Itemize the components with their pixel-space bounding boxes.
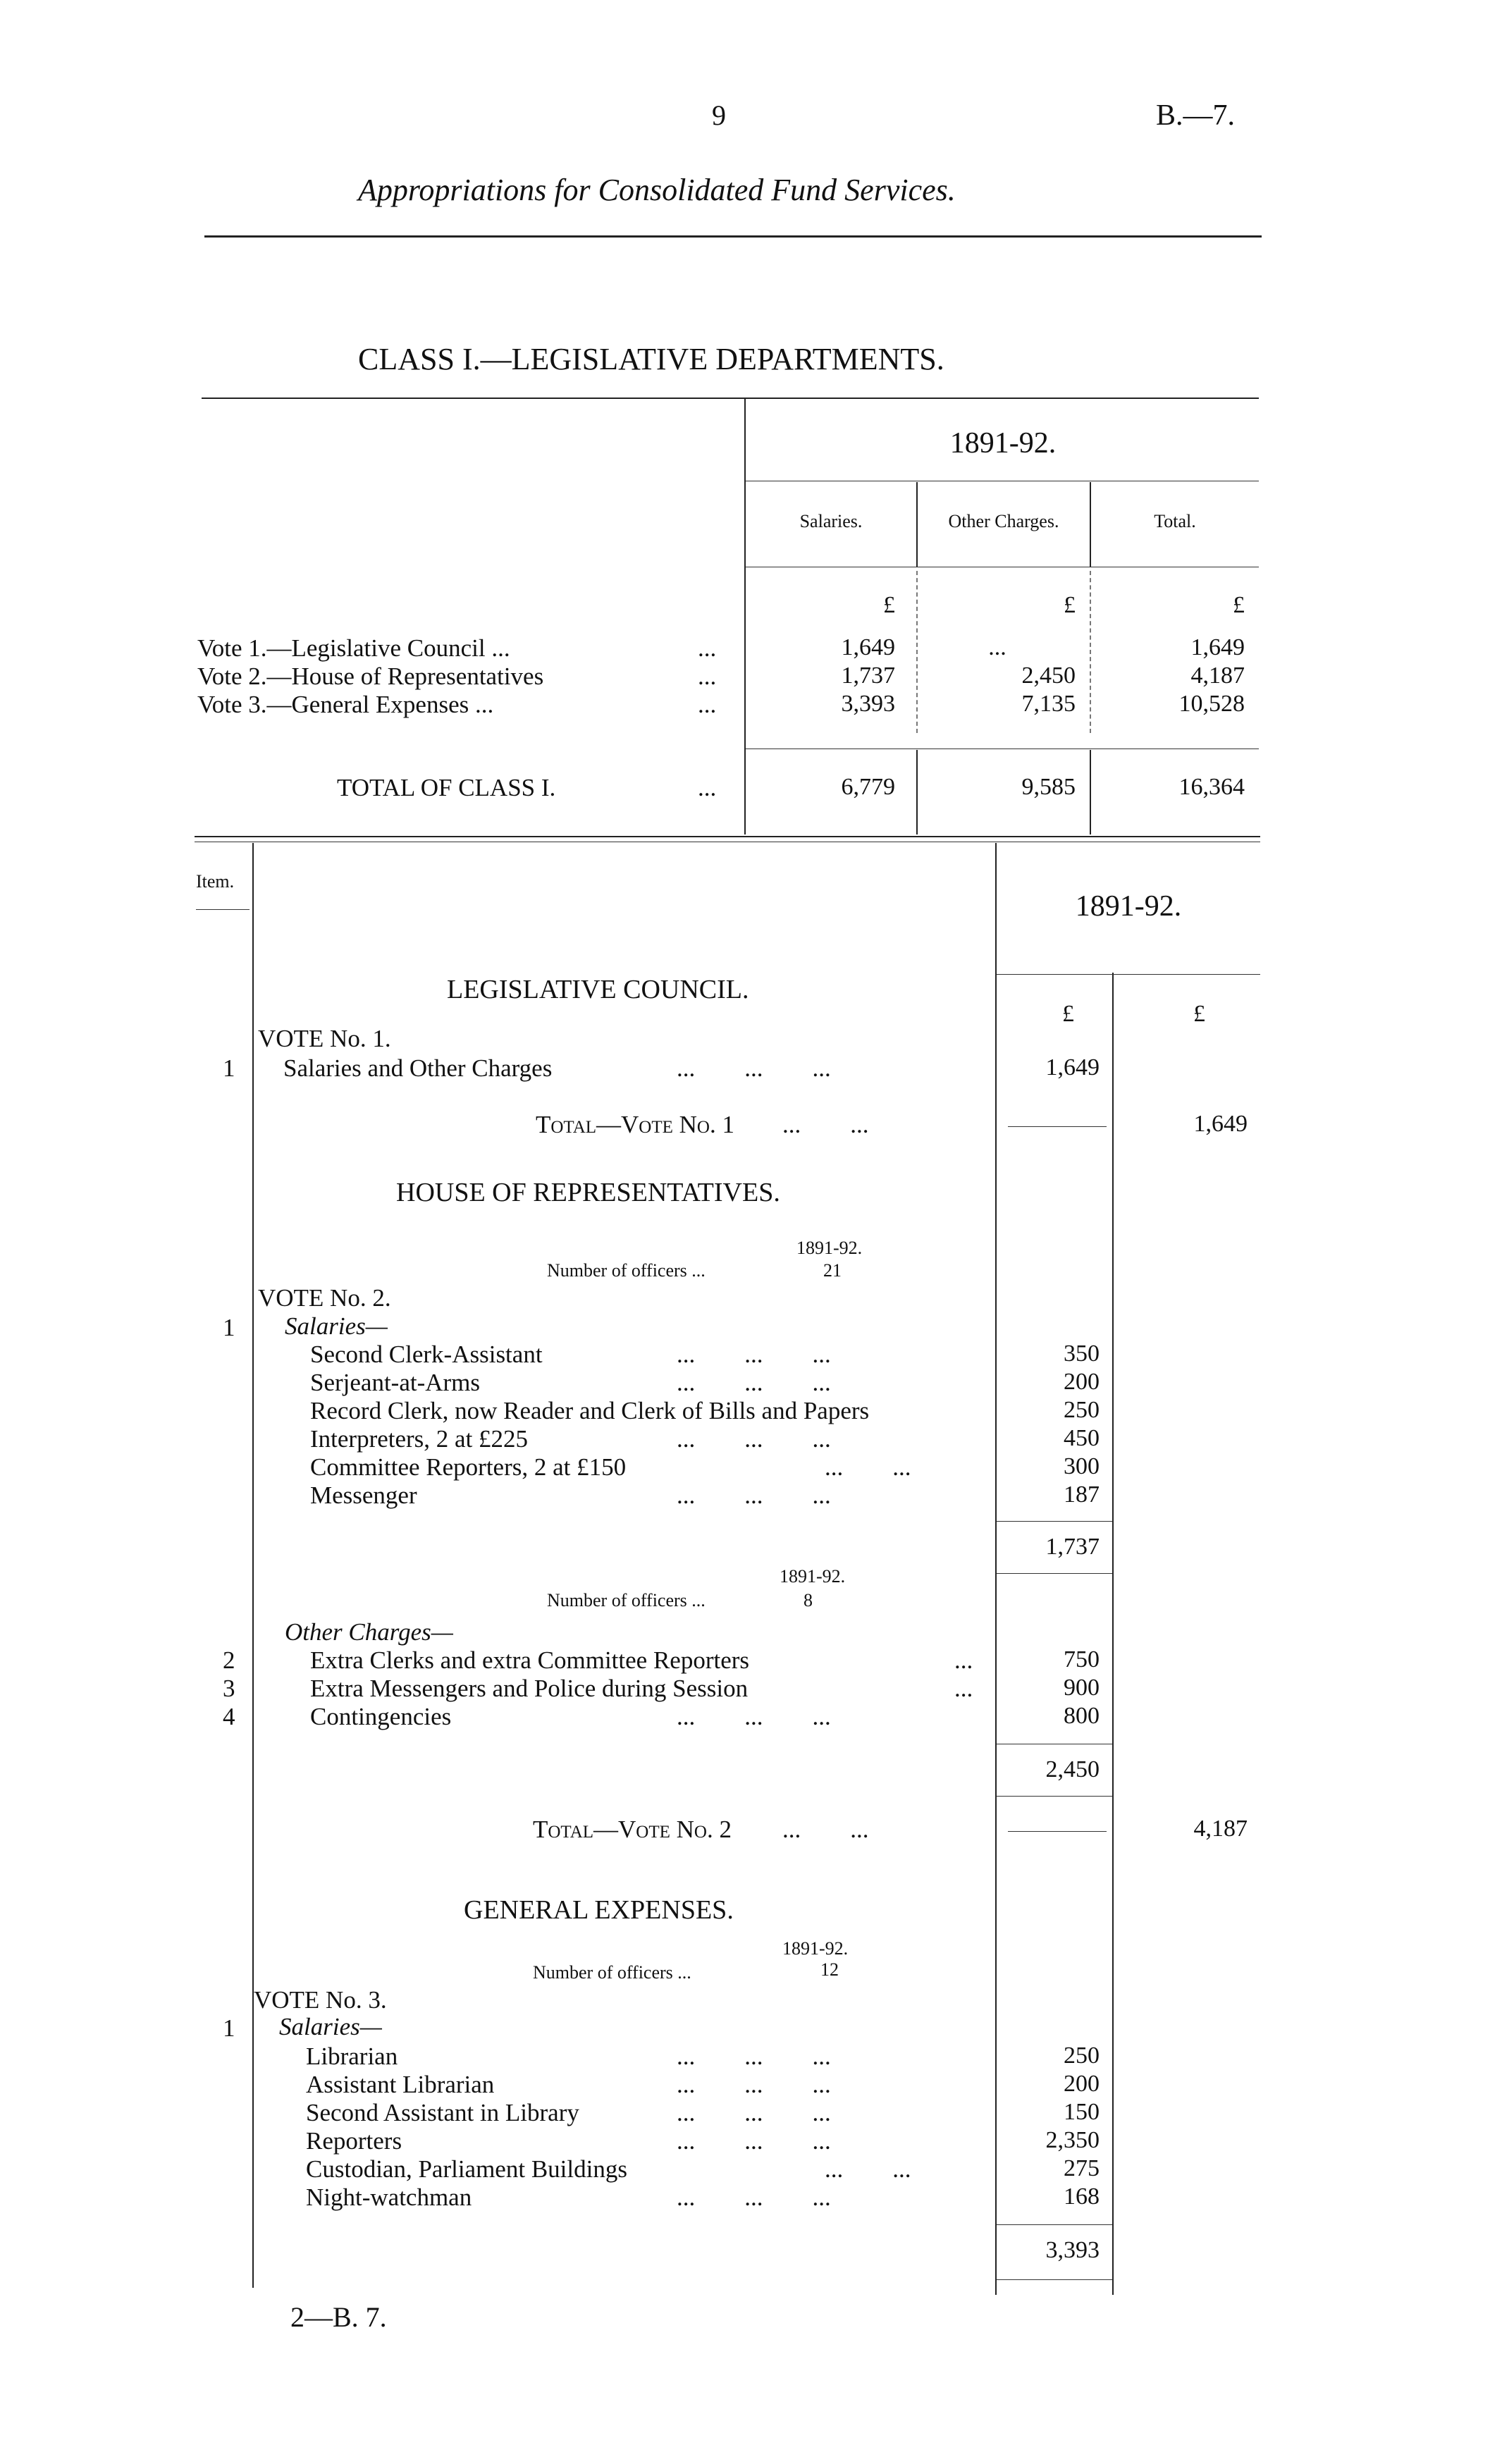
salary-line-label: Record Clerk, now Reader and Clerk of Bills and Papers bbox=[310, 1397, 870, 1424]
item-number: 2 bbox=[223, 1646, 235, 1674]
vote-1-label: VOTE No. 1. bbox=[258, 1025, 391, 1052]
general-salary-dots: ... ... ... bbox=[677, 2183, 831, 2211]
other-officers-label: Number of officers ... bbox=[547, 1590, 706, 1610]
page-title: Appropriations for Consolidated Fund Services. bbox=[358, 173, 956, 207]
total-vote-2-dots: ... ... bbox=[782, 1816, 869, 1843]
vote-3-label: VOTE No. 3. bbox=[254, 1986, 387, 2014]
other-line-label: Contingencies bbox=[310, 1703, 452, 1730]
other-line-label: Extra Clerks and extra Committee Reporters bbox=[310, 1646, 750, 1674]
general-officers-year: 1891-92. bbox=[782, 1938, 849, 1959]
general-salary-dots: ... ... ... bbox=[677, 2043, 831, 2070]
total-vote-2-label: Total—Vote No. 2 bbox=[533, 1816, 732, 1843]
summary-total-label: TOTAL OF CLASS I. bbox=[337, 774, 556, 801]
summary-row-other: 2,450 bbox=[1021, 663, 1076, 689]
col-other-charges: Other Charges. bbox=[948, 511, 1059, 531]
general-salary-label: Second Assistant in Library bbox=[306, 2099, 579, 2126]
officers-label: Number of officers ... bbox=[547, 1260, 706, 1281]
summary-total-dots: ... bbox=[698, 774, 717, 801]
currency-col1: £ bbox=[1062, 1001, 1074, 1027]
other-officers-year: 1891-92. bbox=[780, 1566, 846, 1587]
line-label: Salaries and Other Charges bbox=[283, 1054, 553, 1082]
currency-other: £ bbox=[1064, 592, 1076, 618]
line-amount: 1,649 bbox=[1045, 1054, 1100, 1080]
summary-row-salaries: 1,737 bbox=[841, 663, 895, 689]
general-salaries-heading: Salaries— bbox=[279, 2013, 382, 2040]
section-heading-general-expenses: GENERAL EXPENSES. bbox=[464, 1895, 734, 1925]
salary-line-dots: ... ... ... bbox=[677, 1425, 831, 1453]
salary-line-amount: 450 bbox=[1064, 1425, 1100, 1451]
summary-row-label: Vote 2.—House of Representatives bbox=[197, 663, 544, 690]
other-officers-count: 8 bbox=[804, 1590, 813, 1610]
officers-count: 21 bbox=[823, 1260, 842, 1281]
officers-year: 1891-92. bbox=[796, 1238, 863, 1258]
general-salary-label: Reporters bbox=[306, 2127, 402, 2155]
general-salary-dots: ... ... ... bbox=[677, 2099, 831, 2126]
salary-line-label: Messenger bbox=[310, 1482, 417, 1509]
salary-line-label: Interpreters, 2 at £225 bbox=[310, 1425, 529, 1453]
general-salary-dots: ... ... ... bbox=[677, 2071, 831, 2098]
summary-row-dots: ... bbox=[698, 634, 717, 662]
item-number: 1 bbox=[223, 1054, 235, 1082]
summary-row-label: Vote 3.—General Expenses ... bbox=[197, 691, 494, 718]
general-salaries-subtotal: 3,393 bbox=[1045, 2237, 1100, 2263]
general-salary-amount: 275 bbox=[1064, 2155, 1100, 2181]
doc-reference: B.—7. bbox=[1156, 99, 1236, 132]
salary-line-amount: 350 bbox=[1064, 1341, 1100, 1367]
col-salaries: Salaries. bbox=[799, 511, 863, 531]
summary-total-other: 9,585 bbox=[1021, 774, 1076, 800]
general-salary-amount: 250 bbox=[1064, 2043, 1100, 2069]
other-line-dots: ... bbox=[954, 1646, 973, 1674]
class-heading: CLASS I.—LEGISLATIVE DEPARTMENTS. bbox=[358, 342, 944, 376]
page-number: 9 bbox=[712, 99, 726, 131]
general-officers-count: 12 bbox=[820, 1959, 839, 1980]
salary-line-dots: ... ... ... bbox=[677, 1369, 831, 1396]
vote-2-label: VOTE No. 2. bbox=[258, 1284, 391, 1312]
salaries-subtotal: 1,737 bbox=[1045, 1534, 1100, 1560]
salary-line-amount: 300 bbox=[1064, 1453, 1100, 1479]
total-vote-1-label: Total—Vote No. 1 bbox=[536, 1111, 734, 1138]
header-rule bbox=[204, 235, 1262, 238]
other-charges-heading: Other Charges— bbox=[285, 1618, 453, 1646]
general-salary-label: Librarian bbox=[306, 2043, 398, 2070]
general-officers-label: Number of officers ... bbox=[533, 1962, 691, 1983]
summary-row-total: 4,187 bbox=[1190, 663, 1245, 689]
salary-line-dots: ... ... ... bbox=[677, 1482, 831, 1509]
salary-line-label: Committee Reporters, 2 at £150 bbox=[310, 1453, 627, 1481]
currency-col2: £ bbox=[1193, 1001, 1205, 1027]
general-salary-amount: 200 bbox=[1064, 2071, 1100, 2097]
salary-line-amount: 200 bbox=[1064, 1369, 1100, 1395]
general-salary-amount: 168 bbox=[1064, 2183, 1100, 2210]
item-column-header: Item. bbox=[196, 871, 235, 892]
other-line-label: Extra Messengers and Police during Session bbox=[310, 1675, 749, 1702]
section-heading-house: HOUSE OF REPRESENTATIVES. bbox=[396, 1178, 780, 1207]
other-line-dots: ... ... ... bbox=[677, 1703, 831, 1730]
other-line-amount: 900 bbox=[1064, 1675, 1100, 1701]
salary-line-dots: ... ... bbox=[825, 1453, 911, 1481]
currency-salaries: £ bbox=[883, 592, 895, 618]
summary-row-dots: ... bbox=[698, 691, 717, 718]
summary-total-total: 16,364 bbox=[1178, 774, 1245, 800]
summary-row-total: 1,649 bbox=[1190, 634, 1245, 660]
general-salary-label: Assistant Librarian bbox=[306, 2071, 495, 2098]
other-line-amount: 750 bbox=[1064, 1646, 1100, 1673]
salary-line-label: Second Clerk-Assistant bbox=[310, 1341, 543, 1368]
salaries-heading: Salaries— bbox=[285, 1312, 388, 1340]
general-salary-amount: 150 bbox=[1064, 2099, 1100, 2125]
general-salary-label: Night-watchman bbox=[306, 2183, 472, 2211]
currency-total: £ bbox=[1233, 592, 1245, 618]
col-total: Total. bbox=[1154, 511, 1196, 531]
summary-total-salaries: 6,779 bbox=[841, 774, 895, 800]
summary-row-label: Vote 1.—Legislative Council ... bbox=[197, 634, 510, 662]
line-dots: ... ... ... bbox=[677, 1054, 831, 1082]
section-heading-legislative-council: LEGISLATIVE COUNCIL. bbox=[447, 975, 749, 1004]
other-line-amount: 800 bbox=[1064, 1703, 1100, 1729]
summary-row-total: 10,528 bbox=[1178, 691, 1245, 717]
general-salary-dots: ... ... ... bbox=[677, 2127, 831, 2155]
total-vote-1-dots: ... ... bbox=[782, 1111, 869, 1138]
summary-row-dots: ... bbox=[698, 663, 717, 690]
summary-row-salaries: 3,393 bbox=[841, 691, 895, 717]
other-subtotal: 2,450 bbox=[1045, 1756, 1100, 1782]
salary-line-amount: 250 bbox=[1064, 1397, 1100, 1423]
item-number: 3 bbox=[223, 1675, 235, 1702]
total-vote-2-amount: 4,187 bbox=[1193, 1816, 1248, 1842]
detail-year: 1891-92. bbox=[1075, 890, 1182, 923]
salary-line-dots: ... ... ... bbox=[677, 1341, 831, 1368]
total-vote-1-amount: 1,649 bbox=[1193, 1111, 1248, 1137]
salary-line-amount: 187 bbox=[1064, 1482, 1100, 1508]
summary-year: 1891-92. bbox=[949, 427, 1057, 460]
general-salary-label: Custodian, Parliament Buildings bbox=[306, 2155, 627, 2183]
item-number: 1 bbox=[223, 2014, 235, 2042]
salary-line-label: Serjeant-at-Arms bbox=[310, 1369, 481, 1396]
item-number: 1 bbox=[223, 1314, 235, 1341]
general-salary-dots: ... ... bbox=[825, 2155, 911, 2183]
general-salary-amount: 2,350 bbox=[1045, 2127, 1100, 2153]
item-number: 4 bbox=[223, 1703, 235, 1730]
summary-row-other: 7,135 bbox=[1021, 691, 1076, 717]
summary-row-other: ... bbox=[988, 634, 1006, 660]
other-line-dots: ... bbox=[954, 1675, 973, 1702]
summary-row-salaries: 1,649 bbox=[841, 634, 895, 660]
footer-signature: 2—B. 7. bbox=[290, 2301, 387, 2333]
